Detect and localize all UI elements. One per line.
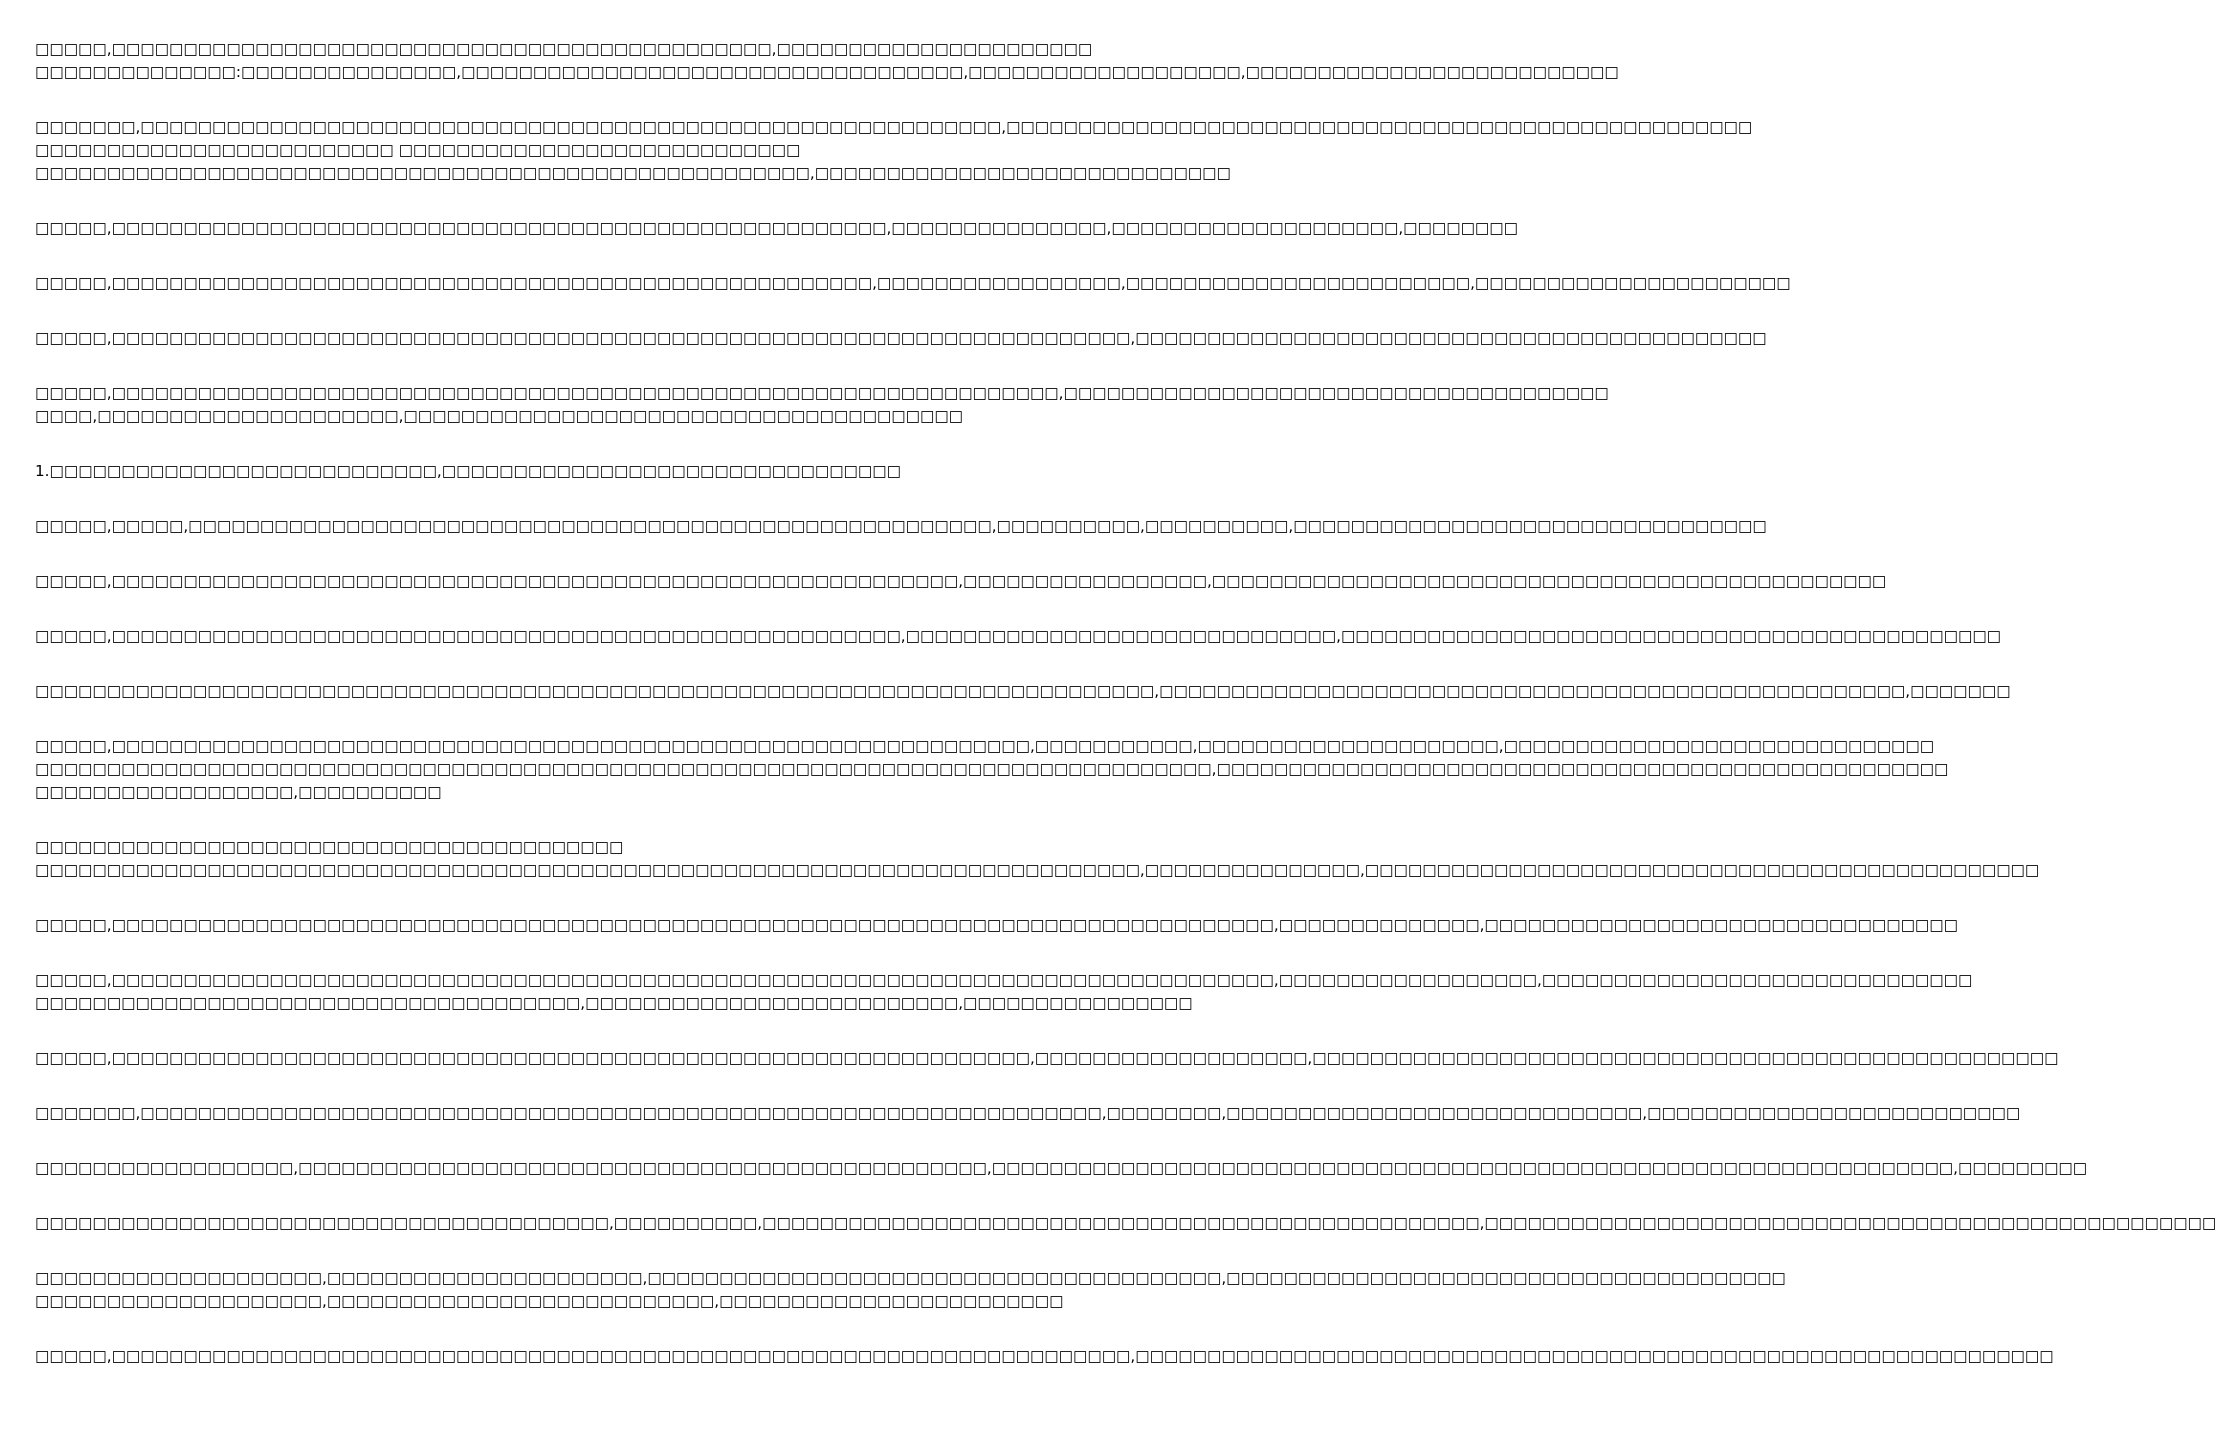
paragraph [35, 836, 2040, 882]
text-line: □□□□□□□□□□□□□□:□□□□□□□□□□□□□□□,□□□□□□□□□□□□□□□□□□□□□□□□□□□□□□□□□□□,□□□□□□□□□□□□□□□□□□□,□□□□□□□□□□□□□□□□□□□□□□□□□□ [35, 63, 1619, 81]
paragraph [35, 1267, 1786, 1313]
text-line: □□□□□□□,□□□□□□□□□□□□□□□□□□□□□□□□□□□□□□□□□□□□□□□□□□□□□□□□□□□□□□□□□□□□□□□□□□□,□□□□□□□□,□□□□□□□□□□□□□□□□□□□□□□□□□□□□□,□□□□□□□□□□□□□□□□□□□□□□□□□□ [35, 1104, 2021, 1122]
text-line: □□□□□□□□□□□□□□□□□□□□□□□□□□□□□□□□□□□□□□□□□ [35, 838, 624, 856]
text-line: □□□□□,□□□□□□□□□□□□□□□□□□□□□□□□□□□□□□□□□□□□□□□□□□□□□□□□□□□□□□□□□□□,□□□□□□□□□□□□□□□□□,□□□□□□□□□□□□□□□□□□□□□□□□□□□□□□□□□□□□□□□□□□□□□□□ [35, 572, 1887, 590]
text-line: □□□□,□□□□□□□□□□□□□□□□□□□□□,□□□□□□□□□□□□□□□□□□□□□□□□□□□□□□□□□□□□□□□ [35, 407, 964, 425]
paragraph [35, 272, 1791, 295]
text-line: □□□□□,□□□□□□□□□□□□□□□□□□□□□□□□□□□□□□□□□□□□□□□□□□□□□□□□□□□□□□□□□□□□□□□□□□,□□□□□□□□□□□□□□□□□□□□□□□□□□□□□□□□□□□□□□ [35, 384, 1609, 402]
text-line: □□□□□,□□□□□□□□□□□□□□□□□□□□□□□□□□□□□□□□□□□□□□□□□□□□□□□□□□□□□□□□□□□□□□□□,□□□□□□□□□□□,□□□□□□□□□□□□□□□□□□□□□,□□□□□□□□□□□□□□□□□□□□□□□□□□□□□□ [35, 737, 1935, 755]
text-line: □□□□□□□□□□□□□□□□□□□□,□□□□□□□□□□□□□□□□□□□□□□□□□□□,□□□□□□□□□□□□□□□□□□□□□□□□ [35, 1292, 1064, 1310]
paragraph [35, 735, 1949, 804]
text-line: □□□□□□□□□□□□□□□□□□□□□□□□□□□□□□□□□□□□□□□□,□□□□□□□□□□,□□□□□□□□□□□□□□□□□□□□□□□□□□□□□□□□□□□□□□□□□□□□□□□□□□,□□□□□□□□□□□□□□□□□□□□□□□□□□□□□□□□□□□□□□□□□□□□□□□□□□□ [35, 1214, 2216, 1232]
text-line: □□□□□□□□□□□□□□□□□□□□□□□□□ □□□□□□□□□□□□□□□□□□□□□□□□□□□□ [35, 141, 801, 159]
paragraph [35, 625, 2002, 648]
paragraph [35, 969, 1973, 1015]
paragraph [35, 38, 1619, 84]
paragraph [35, 1212, 2216, 1235]
paragraph [35, 327, 1767, 350]
paragraph [35, 1345, 2054, 1368]
text-line: □□□□□□□□□□□□□□□□□□□□□□□□□□□□□□□□□□□□□□□□□□□□□□□□□□□□□□□□□□□□□□□□□□□□□□□□□□□□□,□□□□□□□□□□□□□□□,□□□□□□□□□□□□□□□□□□□□□□□□□□□□□□□□□□□□□□□□□□□□□□□ [35, 861, 2040, 879]
text-line: □□□□□,□□□□□□□□□□□□□□□□□□□□□□□□□□□□□□□□□□□□□□□□□□□□□□□□□□□□□□□□□□□□□□□□□□□□□□□□□□□□□□□□□,□□□□□□□□□□□□□□□□□□,□□□□□□□□□□□□□□□□□□□□□□□□□□□□□□ [35, 971, 1973, 989]
paragraph [35, 1157, 2088, 1180]
text-line: 1.□□□□□□□□□□□□□□□□□□□□□□□□□□□,□□□□□□□□□□□□□□□□□□□□□□□□□□□□□□□□ [35, 462, 901, 480]
text-line: □□□□□□□□□□□□□□□□□□□□□□□□□□□□□□□□□□□□□□□□□□□□□□□□□□□□□□□□□□□□□□□□□□□□□□□□□□□□□□□□□□,□□□□□□□□□□□□□□□□□□□□□□□□□□□□□□□□□□□□□□□□□□□□□□□□□□□ [35, 760, 1949, 778]
text-line: □□□□□,□□□□□□□□□□□□□□□□□□□□□□□□□□□□□□□□□□□□□□□□□□□□□□,□□□□□□□□□□□□□□□□□□□□□□ [35, 40, 1093, 58]
text-line: □□□□□,□□□□□□□□□□□□□□□□□□□□□□□□□□□□□□□□□□□□□□□□□□□□□□□□□□□□□□□□□□□□□□□□□□□□□□□,□□□□□□□□□□□□□□□□□□□□□□□□□□□□□□□□□□□□□□□□□□□□□□□□□□□□□□□□□□□□□□□□ [35, 1347, 2054, 1365]
paragraph [35, 116, 1753, 185]
text-line: □□□□□□□□□□□□□□□□□□□□□□□□□□□□□□□□□□□□□□□□□□□□□□□□□□□□□□,□□□□□□□□□□□□□□□□□□□□□□□□□□□□□ [35, 164, 1231, 182]
text-line: □□□□□□□□□□□□□□□□□□□□□□□□□□□□□□□□□□□□□□□□□□□□□□□□□□□□□□□□□□□□□□□□□□□□□□□□□□□□□□,□□□□□□□□□□□□□□□□□□□□□□□□□□□□□□□□□□□□□□□□□□□□□□□□□□□□,□□□□□□□ [35, 682, 2011, 700]
text-line: □□□□□,□□□□□□□□□□□□□□□□□□□□□□□□□□□□□□□□□□□□□□□□□□□□□□□□□□□□□,□□□□□□□□□□□□□□□□□,□□□□□□□□□□□□□□□□□□□□□□□□,□□□□□□□□□□□□□□□□□□□□□□ [35, 274, 1791, 292]
paragraph [35, 914, 1958, 937]
paragraph [35, 680, 2011, 703]
text-line: □□□□□,□□□□□□□□□□□□□□□□□□□□□□□□□□□□□□□□□□□□□□□□□□□□□□□□□□□□□□,□□□□□□□□□□□□□□□,□□□□□□□□□□□□□□□□□□□□,□□□□□□□□ [35, 219, 1518, 237]
text-line: □□□□□□□□□□□□□□□□□□□□□□□□□□□□□□□□□□□□□□,□□□□□□□□□□□□□□□□□□□□□□□□□□,□□□□□□□□□□□□□□□□ [35, 994, 1193, 1012]
document-body [35, 38, 2216, 1400]
text-line: □□□□□□□□□□□□□□□□□□,□□□□□□□□□□□□□□□□□□□□□□□□□□□□□□□□□□□□□□□□□□□□□□□□,□□□□□□□□□□□□□□□□□□□□□□□□□□□□□□□□□□□□□□□□□□□□□□□□□□□□□□□□□□□□□□□□□□□,□□□□□□□□□ [35, 1159, 2088, 1177]
paragraph [35, 460, 990, 483]
paragraph [35, 382, 1609, 428]
paragraph [35, 570, 1887, 593]
text-line: □□□□□,□□□□□□□□□□□□□□□□□□□□□□□□□□□□□□□□□□□□□□□□□□□□□□□□□□□□□□□□□□□□□□□□□□□□□□□□□□□□□□□□□,□□□□□□□□□□□□□□,□□□□□□□□□□□□□□□□□□□□□□□□□□□□□□□□□ [35, 916, 1958, 934]
text-line: □□□□□,□□□□□□□□□□□□□□□□□□□□□□□□□□□□□□□□□□□□□□□□□□□□□□□□□□□□□□□,□□□□□□□□□□□□□□□□□□□□□□□□□□□□□□,□□□□□□□□□□□□□□□□□□□□□□□□□□□□□□□□□□□□□□□□□□□□□□ [35, 627, 2002, 645]
text-line: □□□□□,□□□□□,□□□□□□□□□□□□□□□□□□□□□□□□□□□□□□□□□□□□□□□□□□□□□□□□□□□□□□□□,□□□□□□□□□□,□□□□□□□□□□,□□□□□□□□□□□□□□□□□□□□□□□□□□□□□□□□□ [35, 517, 1767, 535]
paragraph [35, 515, 1767, 538]
text-line: □□□□□□□□□□□□□□□□□□□□,□□□□□□□□□□□□□□□□□□□□□□,□□□□□□□□□□□□□□□□□□□□□□□□□□□□□□□□□□□□□□□□,□□□□□□□□□□□□□□□□□□□□□□□□□□□□□□□□□□□□□□□ [35, 1269, 1786, 1287]
paragraph [35, 217, 1518, 240]
paragraph [35, 1047, 2059, 1070]
text-line: □□□□□□□,□□□□□□□□□□□□□□□□□□□□□□□□□□□□□□□□□□□□□□□□□□□□□□□□□□□□□□□□□□□□,□□□□□□□□□□□□□□□□□□□□□□□□□□□□□□□□□□□□□□□□□□□□□□□□□□□□ [35, 118, 1753, 136]
text-line: □□□□□□□□□□□□□□□□□□,□□□□□□□□□□ [35, 783, 442, 801]
text-line: □□□□□,□□□□□□□□□□□□□□□□□□□□□□□□□□□□□□□□□□□□□□□□□□□□□□□□□□□□□□□□□□□□□□□□□□□□□□□,□□□□□□□□□□□□□□□□□□□□□□□□□□□□□□□□□□□□□□□□□□□□ [35, 329, 1767, 347]
text-line: □□□□□,□□□□□□□□□□□□□□□□□□□□□□□□□□□□□□□□□□□□□□□□□□□□□□□□□□□□□□□□□□□□□□□□,□□□□□□□□□□□□□□□□□□□,□□□□□□□□□□□□□□□□□□□□□□□□□□□□□□□□□□□□□□□□□□□□□□□□□□□□ [35, 1049, 2059, 1067]
paragraph [35, 1102, 2021, 1125]
